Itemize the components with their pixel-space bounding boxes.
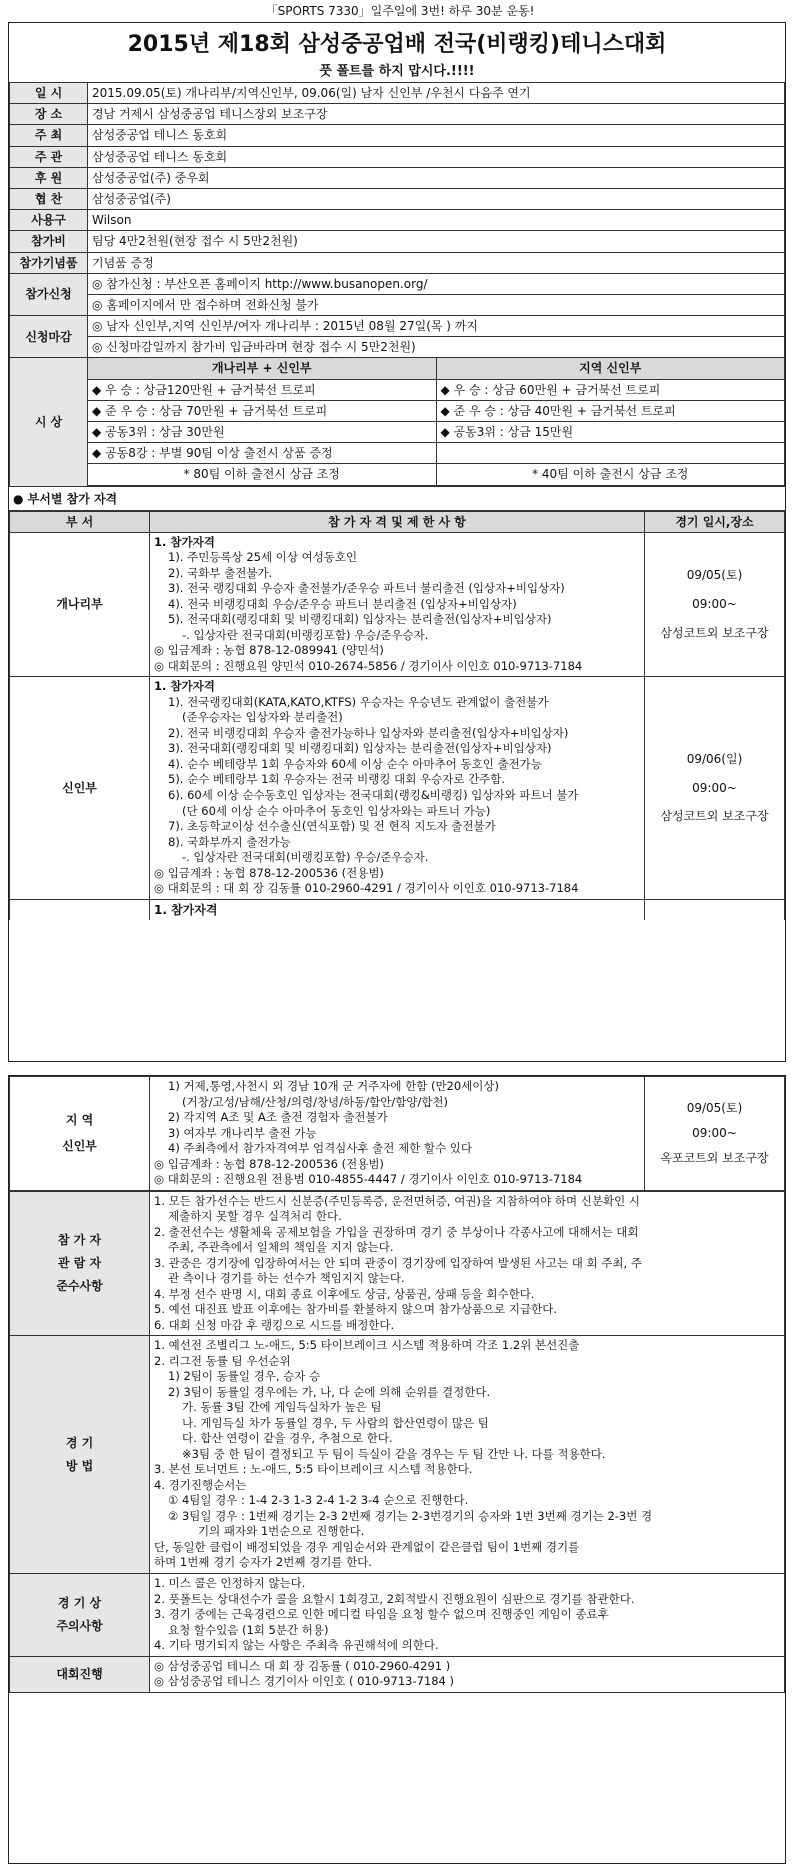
division-rule-line: 3). 전국대회(랭킹대회 및 비랭킹대회) 입상자는 분리출전(입상자+비입상자): [168, 741, 552, 756]
rule-label-line: 경 기 상: [57, 1595, 102, 1610]
division-rule-line: 8). 국화부까지 출전가능: [168, 834, 291, 849]
apply-row: [10, 273, 785, 315]
division-rule-line: -. 입상자란 전국대회(비랭킹포함) 우승/준우승자.: [182, 627, 429, 642]
rule-line: 나. 게임득실 차가 동률일 경우, 두 사람의 합산연령이 많은 팀: [182, 1415, 489, 1430]
rule-line: 2) 3팀이 동률일 경우에는 가, 나, 다 순에 의해 순위를 결정한다.: [168, 1384, 491, 1399]
rule-line: 관 측이나 경기를 하는 선수가 책임지지 않는다.: [168, 1271, 405, 1286]
rule-section: [10, 1656, 785, 1692]
division-rule-line: 4). 순수 베테랑부 1회 우승자와 60세 이상 순수 아마추어 동호인 출전가능: [168, 756, 542, 771]
schedule-time: 09:00~: [692, 780, 737, 795]
rule-label: [10, 1573, 150, 1656]
prize-item: ◆ 준 우 승 : 상금 40만원 + 금거북선 트로피: [437, 401, 785, 422]
info-row: [10, 104, 785, 125]
rule-line: 3. 관중은 경기장에 입장하여서는 안 되며 관중이 경기장에 입장하여 발생된 사고는 대 회 주최, 주: [154, 1255, 642, 1270]
rule-line: 주최, 주관측에서 일체의 책임을 지지 않는다.: [168, 1240, 394, 1255]
division-table: [9, 511, 785, 920]
division-schedule: [645, 677, 785, 899]
division-rule-line: 4). 전국 비랭킹대회 우승/준우승 파트너 분리출전 (입상자+비입상자): [168, 596, 517, 611]
page-subtitle: 풋 폴트를 하지 맙시다.!!!!: [319, 64, 475, 79]
info-value: 삼성중공업(주): [88, 188, 785, 209]
info-value: 경남 거제시 삼성중공업 테니스장외 보조구장: [88, 104, 785, 125]
rule-line: 2. 풋폴트는 상대선수가 콜을 요할시 1회경고, 2회적발시 진행요원이 심판으로 경기를 참관한다.: [154, 1591, 635, 1606]
info-row: [10, 188, 785, 209]
division-heading: 1. 참가자격: [154, 679, 215, 694]
rule-body: [150, 1336, 785, 1574]
prize-row: [10, 358, 785, 486]
local-heading: 1. 참가자격: [150, 899, 645, 920]
local-division-name: 지 역: [65, 1112, 94, 1127]
rule-line: 다. 합산 연령이 같을 경우, 추첨으로 한다.: [182, 1431, 393, 1446]
info-label: 참가비: [10, 231, 88, 252]
rule-label-line: 방 법: [65, 1458, 94, 1473]
deadline-row: [10, 316, 785, 358]
rule-line: 제출하지 못할 경우 실격처리 한다.: [168, 1209, 342, 1224]
rule-line: ② 3팀일 경우 : 1번째 경기는 2-3 2번째 경기는 2-3번경기의 승자와 1번 3번째 경기는 2-3번 경: [168, 1508, 653, 1523]
rule-line: 1. 모든 참가선수는 반드시 신분증(주민등록증, 운전면허증, 여권)을 지참하여야 하며 신분확인 시: [154, 1193, 640, 1208]
schedule-date: 09/05(토): [686, 568, 743, 583]
info-row: [10, 83, 785, 104]
info-label: 일 시: [10, 83, 88, 104]
info-value: 삼성중공업 테니스 동호회: [88, 125, 785, 146]
rule-section: [10, 1573, 785, 1656]
rule-body: [150, 1656, 785, 1692]
division-header: 참 가 자 격 및 제 한 사 항: [150, 511, 645, 532]
division-rule-line: (준우승자는 입상자와 분리출전): [182, 710, 343, 725]
rule-body: [150, 1191, 785, 1336]
info-row: [10, 167, 785, 188]
info-label: 후 원: [10, 167, 88, 188]
division-row: [10, 532, 785, 677]
schedule-place: 삼성코트외 보조구장: [660, 625, 769, 640]
division-section-title: ● 부서별 참가 자격: [9, 487, 785, 511]
rules-table: [9, 1191, 785, 1693]
rule-label: [10, 1336, 150, 1574]
rule-body: [150, 1573, 785, 1656]
rule-line: ◎ 삼성중공업 테니스 경기이사 이인호 ( 010-9713-7184 ): [154, 1674, 455, 1689]
prize-label: 시 상: [10, 358, 88, 486]
info-label: 장 소: [10, 104, 88, 125]
prize-item: ◆ 준 우 승 : 상금 70만원 + 금거북선 트로피: [88, 401, 436, 422]
rule-line: 단, 동일한 클럽이 배정되었을 경우 게임순서와 관계없이 같은클럽 팀이 1번째 경기를: [154, 1539, 580, 1554]
rule-section: [10, 1336, 785, 1574]
deadline-line: ◎ 신청마감일까지 참가비 입금바라며 현장 접수 시 5만2천원): [92, 340, 416, 355]
apply-label: 참가신청: [10, 273, 88, 315]
schedule-place: 옥포코트외 보조구장: [660, 1150, 769, 1165]
schedule-time: 09:00~: [692, 1125, 737, 1140]
info-label: 주 최: [10, 125, 88, 146]
prize-col2-title: 지역 신인부: [436, 358, 784, 379]
division-rule-line: 2). 전국 비랭킹대회 우승자 출전가능하나 입상자와 분리출전(입상자+비입상자): [168, 725, 569, 740]
rule-line: 4. 경기진행순서는: [154, 1477, 247, 1492]
prize-item: ◆ 우 승 : 상금 60만원 + 금거북선 트로피: [437, 380, 785, 401]
info-value: Wilson: [88, 210, 785, 231]
prize-item: ◆ 우 승 : 상금120만원 + 금거북선 트로피: [88, 380, 436, 401]
local-rule-line: 2) 각지역 A조 및 A조 출전 경험자 출전불가: [168, 1110, 388, 1125]
division-heading: 1. 참가자격: [154, 534, 215, 549]
info-label: 협 찬: [10, 188, 88, 209]
rule-line: 1. 예선전 조별리그 노-애드, 5:5 타이브레이크 시스템 적용하며 각조 1.2위 본선진출: [154, 1338, 580, 1353]
local-rule-line: 4) 주최측에서 참가자격여부 엄격심사후 출전 제한 할수 있다: [168, 1141, 473, 1156]
prize-note: * 40팀 이하 출전시 상금 조정: [532, 467, 689, 482]
local-rule-line: 3) 여자부 개나리부 출전 가능: [168, 1125, 317, 1140]
division-rule-line: (단 60세 이상 순수 아마추어 동호인 입상자와는 파트너 가능): [182, 803, 491, 818]
division-row: [10, 677, 785, 899]
rule-label-line: 참 가 자: [57, 1233, 102, 1248]
rule-line: 요청 할수있음 (1회 5분간 허용): [168, 1622, 329, 1637]
division-rule-line: 5). 전국대회(랭킹대회 및 비랭킹대회) 입상자는 분리출전(입상자+비입상자): [168, 612, 552, 627]
division-rule-line: 1). 주민등록상 25세 이상 여성동호인: [168, 550, 358, 565]
prize-item: ◆ 공동3위 : 상금 15만원: [437, 422, 785, 443]
division-schedule: [645, 532, 785, 677]
local-rule-line: (거창/고성/남해/산청/의령/창녕/하동/함안/함양/합천): [182, 1094, 449, 1109]
prize-item: ◆ 공동8강 : 부별 90팀 이상 출전시 상품 증정: [88, 443, 436, 464]
division-rule-line: 5). 순수 베테랑부 1회 우승자는 전국 비랭킹 대회 우승자로 간주함.: [168, 772, 506, 787]
rule-line: 3. 본선 토너먼트 : 노-애드, 5:5 타이브레이크 시스템 적용한다.: [154, 1462, 473, 1477]
poster-sheet-bottom: [8, 1075, 786, 1864]
division-rule-line: ◎ 입금계좌 : 농협 878-12-089941 (양민석): [154, 643, 384, 658]
rule-line: 2. 출전선수는 생활체육 공제보험을 가입을 권장하며 경기 중 부상이나 각종사고에 대해서는 대회: [154, 1224, 639, 1239]
deadline-line: ◎ 남자 신인부,지역 신인부/여자 개나리부 : 2015년 08월 27일(목 ) 까지: [88, 316, 784, 337]
rule-line: 가. 동률 3팀 간에 게임득실차가 높은 팀: [182, 1400, 382, 1415]
info-row: [10, 125, 785, 146]
info-row: [10, 252, 785, 273]
info-value: 기념품 증정: [88, 252, 785, 273]
division-rule-line: 2). 국화부 출전불가.: [168, 565, 273, 580]
rule-section: [10, 1191, 785, 1336]
poster-sheet-top: [8, 22, 786, 1062]
rule-label-line: 대회진행: [56, 1666, 103, 1681]
prize-item: ◆ 공동3위 : 상금 30만원: [88, 422, 436, 443]
apply-line: ◎ 참가신청 : 부산오픈 홈페이지 http://www.busanopen.org/: [88, 274, 784, 295]
page-title: 2015년 제18회 삼성중공업배 전국(비랭킹)테니스대회: [127, 32, 667, 57]
local-rule-line: ◎ 입금계좌 : 농협 878-12-200536 (전용범): [154, 1156, 384, 1171]
division-rules: [150, 532, 645, 677]
local-division-row: [10, 1077, 785, 1191]
rule-line: 4. 부정 선수 판명 시, 대회 종료 이후에도 상금, 상품권, 상패 등을 회수한다.: [154, 1286, 535, 1301]
rule-line: ① 4팀일 경우 : 1-4 2-3 1-3 2-4 1-2 3-4 순으로 진행한다.: [168, 1493, 469, 1508]
prize-note: * 80팀 이하 출전시 상금 조정: [183, 467, 340, 482]
rule-line: 3. 경기 중에는 근육경련으로 인한 메디컬 타임을 요청 할수 없으며 진행중인 게임이 종료후: [154, 1607, 609, 1622]
schedule-time: 09:00~: [692, 597, 737, 612]
info-row: [10, 146, 785, 167]
division-rule-line: ◎ 대회문의 : 진행요원 양민석 010-2674-5856 / 경기이사 이인호 010-9713-7184: [154, 658, 583, 673]
division-rules: [150, 677, 645, 899]
division-rule-line: -. 입상자란 전국대회(비랭킹포함) 우승/준우승자.: [182, 850, 429, 865]
division-header: 부 서: [10, 511, 150, 532]
prize-col1-title: 개나리부 + 신인부: [88, 358, 436, 379]
rule-line: 4. 기타 명기되지 않는 사항은 주최측 유권해석에 의한다.: [154, 1638, 439, 1653]
rule-line: 5. 예선 대진표 발표 이후에는 참가비를 환불하지 않으며 참가상품으로 지급한다.: [154, 1302, 558, 1317]
rule-label-line: 관 람 자: [57, 1256, 102, 1271]
rule-line: 1) 2팀이 동률일 경우, 승자 승: [168, 1369, 321, 1384]
rule-label: [10, 1656, 150, 1692]
local-division-name: 신인부: [62, 1139, 97, 1154]
rule-line: 기의 패자와 1번순으로 진행한다.: [198, 1524, 365, 1539]
info-value: 삼성중공업 테니스 동호회: [88, 146, 785, 167]
rule-label: [10, 1191, 150, 1336]
rule-line: 2. 리그전 동률 팀 우선순위: [154, 1353, 291, 1368]
info-label: 사용구: [10, 210, 88, 231]
division-rule-line: 1). 전국랭킹대회(KATA,KATO,KTFS) 우승자는 우승년도 관계없이 출전불가: [168, 694, 549, 709]
local-rule-line: ◎ 대회문의 : 진행요원 전용범 010-4855-4447 / 경기이사 이인호 010-9713-7184: [154, 1172, 583, 1187]
info-value: 팀당 4만2천원(현장 접수 시 5만2천원): [88, 231, 785, 252]
info-label: 주 관: [10, 146, 88, 167]
info-label: 참가기념품: [10, 252, 88, 273]
apply-line: ◎ 홈페이지에서 만 접수하며 전화신청 불가: [92, 297, 319, 312]
rule-label-line: 주의사항: [56, 1618, 103, 1633]
division-rule-line: 3). 전국 랭킹대회 우승자 출전불가/준우승 파트너 불리출전 (입상자+비입상자): [168, 581, 565, 596]
rule-line: 1. 미스 콜은 인정하지 않는다.: [154, 1575, 306, 1590]
division-rule-line: 6). 60세 이상 순수동호인 입상자는 전국대회(랭킹&비랭킹) 입상자와 파트너 불가: [168, 788, 579, 802]
schedule-place: 삼성코트외 보조구장: [660, 809, 769, 824]
rule-label-line: 준수사항: [56, 1278, 103, 1293]
schedule-date: 09/05(토): [686, 1100, 743, 1115]
info-value: 2015.09.05(토) 개나리부/지역신인부, 09.06(일) 남자 신인부 /우천시 다음주 연기: [88, 83, 785, 104]
prize-item: [437, 443, 785, 464]
rule-line: 6. 대회 신청 마감 후 랭킹으로 시드를 배정한다.: [154, 1317, 395, 1332]
local-division-table: [9, 1076, 785, 1191]
division-rule-line: 7). 초등학교이상 선수출신(연식포함) 및 전 현직 지도자 출전불가: [168, 819, 496, 834]
rule-line: ◎ 삼성중공업 테니스 대 회 장 김동률 ( 010-2960-4291 ): [154, 1658, 451, 1673]
top-slogan: 「SPORTS 7330」일주일에 3번! 하루 30분 운동!: [265, 4, 535, 18]
rule-line: 하며 1번째 경기 승자가 2번째 경기를 한다.: [154, 1555, 372, 1570]
division-header: 경기 일시,장소: [645, 511, 785, 532]
division-name: 신인부: [10, 677, 150, 899]
local-rule-line: 1) 거제,통영,사천시 외 경남 10개 군 거주자에 한함 (만20세이상): [168, 1079, 499, 1093]
rule-line: ※3팀 중 한 팀이 결정되고 두 팀이 득실이 같을 경우는 두 팀 간만 나. 다를 적용한다.: [182, 1446, 606, 1461]
info-row: [10, 210, 785, 231]
division-rule-line: ◎ 대회문의 : 대 회 장 김동률 010-2960-4291 / 경기이사 이인호 010-9713-7184: [154, 881, 579, 896]
division-rule-line: ◎ 입금계좌 : 농협 878-12-200536 (전용범): [154, 865, 384, 880]
rule-label-line: 경 기: [65, 1435, 94, 1450]
prize-table: [88, 358, 784, 485]
schedule-date: 09/06(일): [686, 751, 743, 766]
info-value: 삼성중공업(주) 중우회: [88, 167, 785, 188]
info-table: [9, 82, 785, 487]
info-row: [10, 231, 785, 252]
deadline-label: 신청마감: [10, 316, 88, 358]
division-name: 개나리부: [10, 532, 150, 677]
